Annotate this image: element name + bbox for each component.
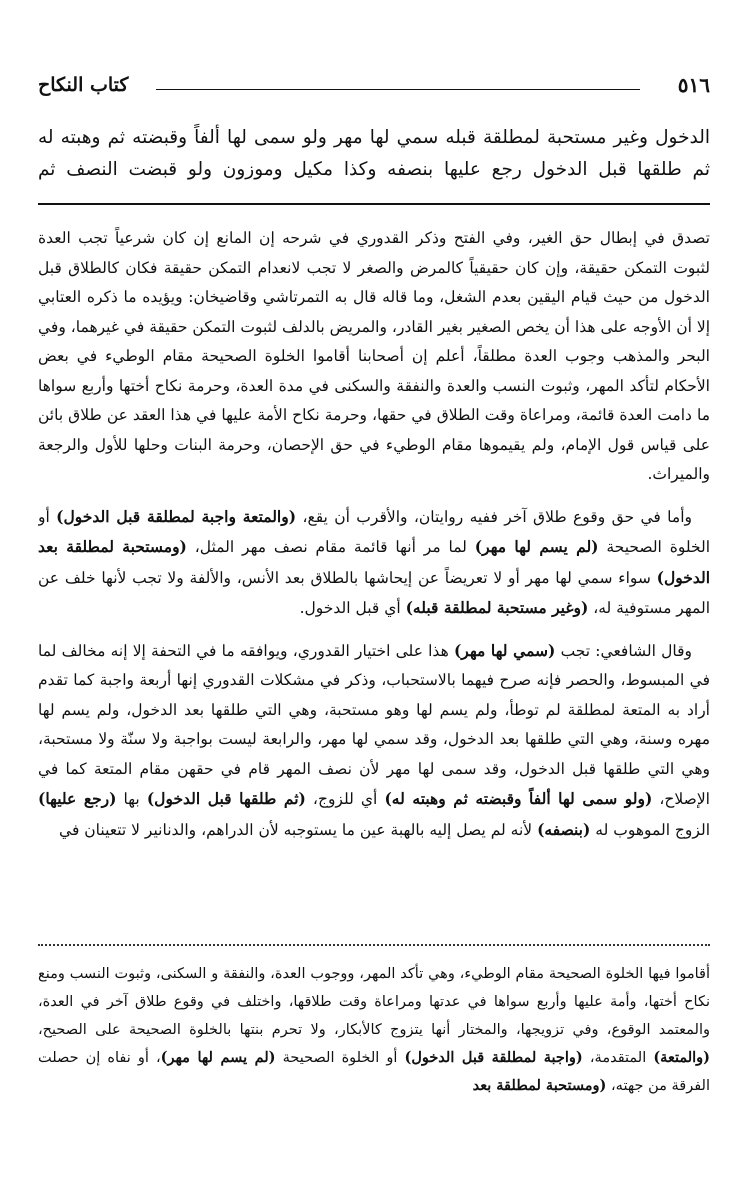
page-number: ٥١٦ — [677, 73, 710, 97]
main-text — [38, 122, 710, 186]
text-separator-rule — [38, 203, 710, 205]
commentary-text: سواء سمي لها مهر أو لا تعريضاً عن إيحاشها بالطلاق بعد الأنس، والألفة ولا تجب لأنها خلف عن المهر مستوفية له، — [38, 568, 710, 617]
commentary-text: وأما في حق وقوع طلاق آخر ففيه روايتان، والأقرب أن يقع، — [296, 507, 692, 526]
quoted-matn: (والمتعة واجبة لمطلقة قبل الدخول) — [56, 506, 297, 526]
quoted-matn: (رجع عليها) — [38, 789, 117, 808]
commentary-text: أي للزوج، — [305, 790, 385, 808]
commentary-text: الزوج الموهوب له — [590, 820, 710, 839]
commentary-text: لما مر أنها قائمة مقام نصف مهر المثل، — [186, 538, 475, 556]
quoted-matn: (ومستحبة لمطلقة بعد — [472, 1077, 607, 1094]
quoted-matn: (ولو سمى لها ألفاً وقبضته ثم وهبته له) — [384, 789, 653, 808]
commentary-paragraph-1: تصدق في إبطال حق الغير، وفي الفتح وذكر القدوري في شرحه إن المانع إن كان شرعياً تجب العدة لثبوت التمكن حقيقة، وإن كان حقيقياً كالمرض والصغر لا تجب لانعدام التمكن حقيقة فكان كالطلاق قبل الدخول من حيث قيام اليقين بعدم الشغل، وما قاله قال به التمرتاشي وقاضيخان: ويؤيده ما ذكره العتابي إلا أن الأوجه على هذا أن يخص الصغير بغير القادر، والمريض بالدلف لثبوت التمكن حقيقة في غيرهما، وفي البحر والمذهب وجوب العدة مطلقاً، أعلم إن أصحابنا أقاموا الخلوة الصحيحة مقام الوطيء في بعض الأحكام لتأكد المهر، وثبوت النسب والعدة والنفقة والسكنى في مدة العدة، وحرمة نكاح أختها وأربع سواها ما دامت العدة قائمة، ومراعاة وقت الطلاق في حقها، وحرمة نكاح الأمة عليها في هذا العقد عن طلاق بائن على قياس قول الإمام، ولم يقيموها مقام الوطيء في حق الإحصان، وحرمة البنات وحلها للأول والرجعة والميراث. — [38, 229, 710, 483]
footnote-separator — [38, 944, 710, 946]
footnote-section — [38, 960, 710, 1100]
main-text-paragraph: الدخول وغير مستحبة لمطلقة قبله سمي لها مهر ولو سمى لها ألفاً وقبضته ثم وهبته له ثم طلقها قبل الدخول رجع عليها بنصفه وكذا مكيل وموزون ولو قبضت النصف ثم — [38, 127, 710, 180]
footnote-paragraph — [38, 960, 710, 1100]
quoted-matn: (والمتعة) — [653, 1049, 710, 1066]
quoted-matn: (وغير مستحبة لمطلقة قبله) — [405, 598, 589, 617]
commentary-text: بها — [116, 790, 147, 808]
quoted-matn: (بنصفه) — [537, 819, 591, 839]
quoted-matn: (واجبة لمطلقة قبل الدخول) — [404, 1049, 583, 1066]
page-header — [38, 72, 710, 100]
quoted-matn: (سمي لها مهر) — [453, 640, 556, 660]
running-title: كتاب النكاح — [38, 74, 129, 96]
header-rule — [156, 89, 640, 90]
commentary-text: هذا على اختيار القدوري، ويوافقه ما في التحفة إلا إنه مخالف لما في المبسوط، والحصر فإنه صرح فيهما بالاستحباب، وذكر في مشكلات القدوري إنها أربعة واجبة كما تقدم أراد به المتعة لمطلقة لم توطأ، ولم يسم لها وهو مستحبة، وهي التي طلقها بعد الدخول، ولم يسم لها مهره وسنة، وهي التي طلقها بعد الدخول، وقد سمي لها مهر، والرابعة ليست بواجبة ولا سنّة ولا مستحبة، وهي التي طلقها قبل الدخول، وقد سمى لها مهر لأن نصف المهر قام في حقهن مقام المتعة كما في الإصلاح، — [38, 641, 710, 808]
quoted-matn: (لم يسم لها مهر) — [160, 1049, 276, 1066]
footnote-text: أقاموا فيها الخلوة الصحيحة مقام الوطيء، وهي تأكد المهر، ووجوب العدة، والنفقة و السكنى، وثبوت النسب ومنع نكاح أختها، وأمة عليها وأربع سواها في عدتها ومراعاة وقت طلاقها، واختلف في وقوع طلاق آخر في العدة، والمعتمد الوقوع، وفي تزويجها، والمختار أنها يتزوج كالأبكار، ولا تحرم بنتها بالخلوة الصحيحة على الصحيح، — [38, 966, 710, 1038]
commentary-text: وقال الشافعي: تجب — [555, 641, 692, 660]
document-page — [38, 72, 710, 1172]
quoted-matn: (لم يسم لها مهر) — [474, 537, 599, 556]
footnote-text: أو الخلوة الصحيحة — [275, 1050, 405, 1066]
footnote-text: ، أو نفاه إن حصلت الفرقة من جهته، — [38, 1050, 710, 1094]
quoted-matn: (ومستحبة لمطلقة بعد الدخول) — [38, 537, 710, 587]
commentary-text: أو الخلوة الصحيحة — [38, 507, 710, 556]
commentary-section — [38, 224, 710, 857]
commentary-text: لأنه لم يصل إليه بالهبة عين ما يستوجبه لأن الدراهم، والدنانير لا تتعينان في — [59, 820, 538, 839]
footnote-text: المتقدمة، — [582, 1050, 654, 1066]
quoted-matn: (ثم طلقها قبل الدخول) — [146, 789, 306, 808]
commentary-paragraph-2 — [38, 502, 710, 624]
commentary-text: أي قبل الدخول. — [299, 599, 406, 617]
commentary-paragraph-3 — [38, 636, 710, 846]
